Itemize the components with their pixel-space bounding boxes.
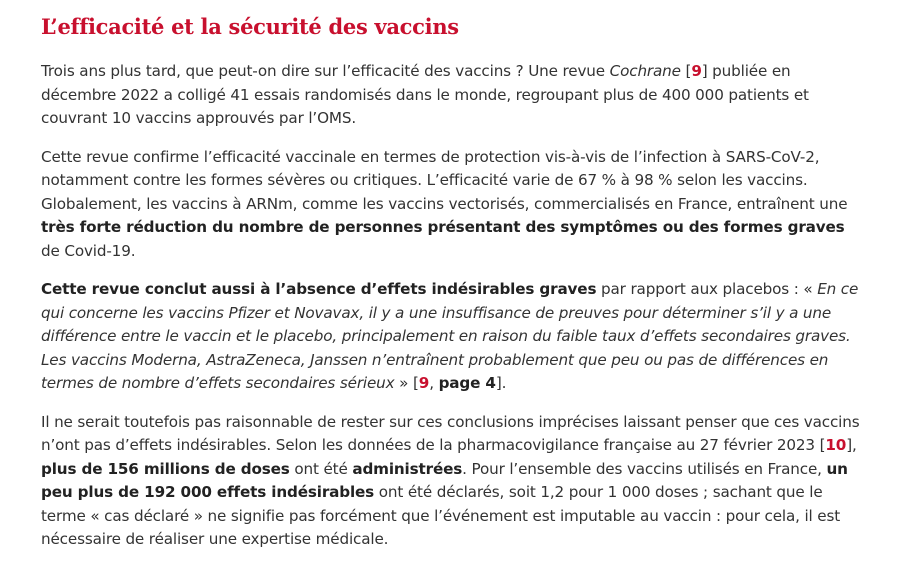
article-section — [41, 12, 861, 567]
quote-italic: En ce qui concerne les vaccins Pfizer et Novavax, il y a une insuffisance de preuves pour déterminer s’il y a une différence entre le vaccin et le placebo, principalement en raison du faible taux d’effets secondaires graves. Les vaccins Moderna, AstraZeneca, Janssen n’entraînent probablement que peu ou pas de différences en termes de nombre d’effets secondaires sérieux — [41, 280, 859, 392]
text: Cette revue confirme l’efficacité vaccinale en termes de protection vis-à-vis de l’infection à SARS-CoV-2, notamment contre les formes sévères ou critiques. L’efficacité varie de 67 % à 98 % selon les vaccins. Globalement, les vaccins à ARNm, comme les vaccins vectorisés, commercialisés en France, entraînent une — [41, 147, 848, 213]
text: ont été déclarés, soit 1,2 pour 1 000 doses ; sachant que le terme « cas déclaré » ne signifie pas forcément que l’événement est imputable au vaccin : pour cela, il est nécessaire de réaliser une expertise médicale. — [41, 483, 841, 548]
bold-text: administrées — [352, 459, 463, 478]
paragraph-cochrane-review — [41, 60, 861, 131]
bold-text: très forte réduction du nombre de personnes présentant des symptômes ou des formes graves — [41, 218, 845, 236]
reference-link-10[interactable]: 10 — [825, 436, 847, 454]
section-title: L’efficacité et la sécurité des vaccins — [41, 14, 459, 39]
text: par rapport aux placebos : « — [596, 280, 818, 298]
cochrane-italic: Cochrane — [609, 62, 681, 80]
text: ], — [846, 436, 857, 454]
text: ont été — [289, 459, 353, 478]
paragraph-efficacy — [41, 146, 861, 264]
text: Il ne serait toutefois pas raisonnable de rester sur ces conclusions imprécises laissant penser que ces vaccins n’ont pas d’effets indésirables. Selon les données de la pharmacovigilance française au 27 février 2023 [ — [41, 412, 860, 454]
page-reference-link[interactable]: page 4 — [438, 374, 496, 392]
paragraph-pharmacovigilance — [41, 411, 861, 552]
text: Trois ans plus tard, que peut-on dire sur l’efficacité des vaccins ? Une revue — [41, 62, 610, 80]
text: ] publiée en décembre 2022 a colligé 41 essais randomisés dans le monde, regroupant plus de 400 000 patients et couvrant 10 vaccins approuvés par l’OMS. — [41, 62, 809, 127]
text: » [ — [394, 374, 419, 392]
bold-text: un peu plus de 192 000 effets indésirables — [41, 459, 848, 501]
text: . Pour l’ensemble des vaccins utilisés en France, — [462, 459, 827, 478]
reference-link-9[interactable]: 9 — [418, 374, 430, 392]
bold-text: Cette revue conclut aussi à l’absence d’effets indésirables graves — [41, 280, 597, 298]
bold-text: plus de 156 millions de doses — [41, 459, 290, 478]
text: [ — [680, 62, 692, 80]
text: , — [429, 374, 439, 392]
text: ]. — [495, 374, 507, 392]
reference-link-9[interactable]: 9 — [691, 62, 702, 80]
text: de Covid-19. — [41, 241, 136, 260]
paragraph-safety — [41, 278, 861, 396]
